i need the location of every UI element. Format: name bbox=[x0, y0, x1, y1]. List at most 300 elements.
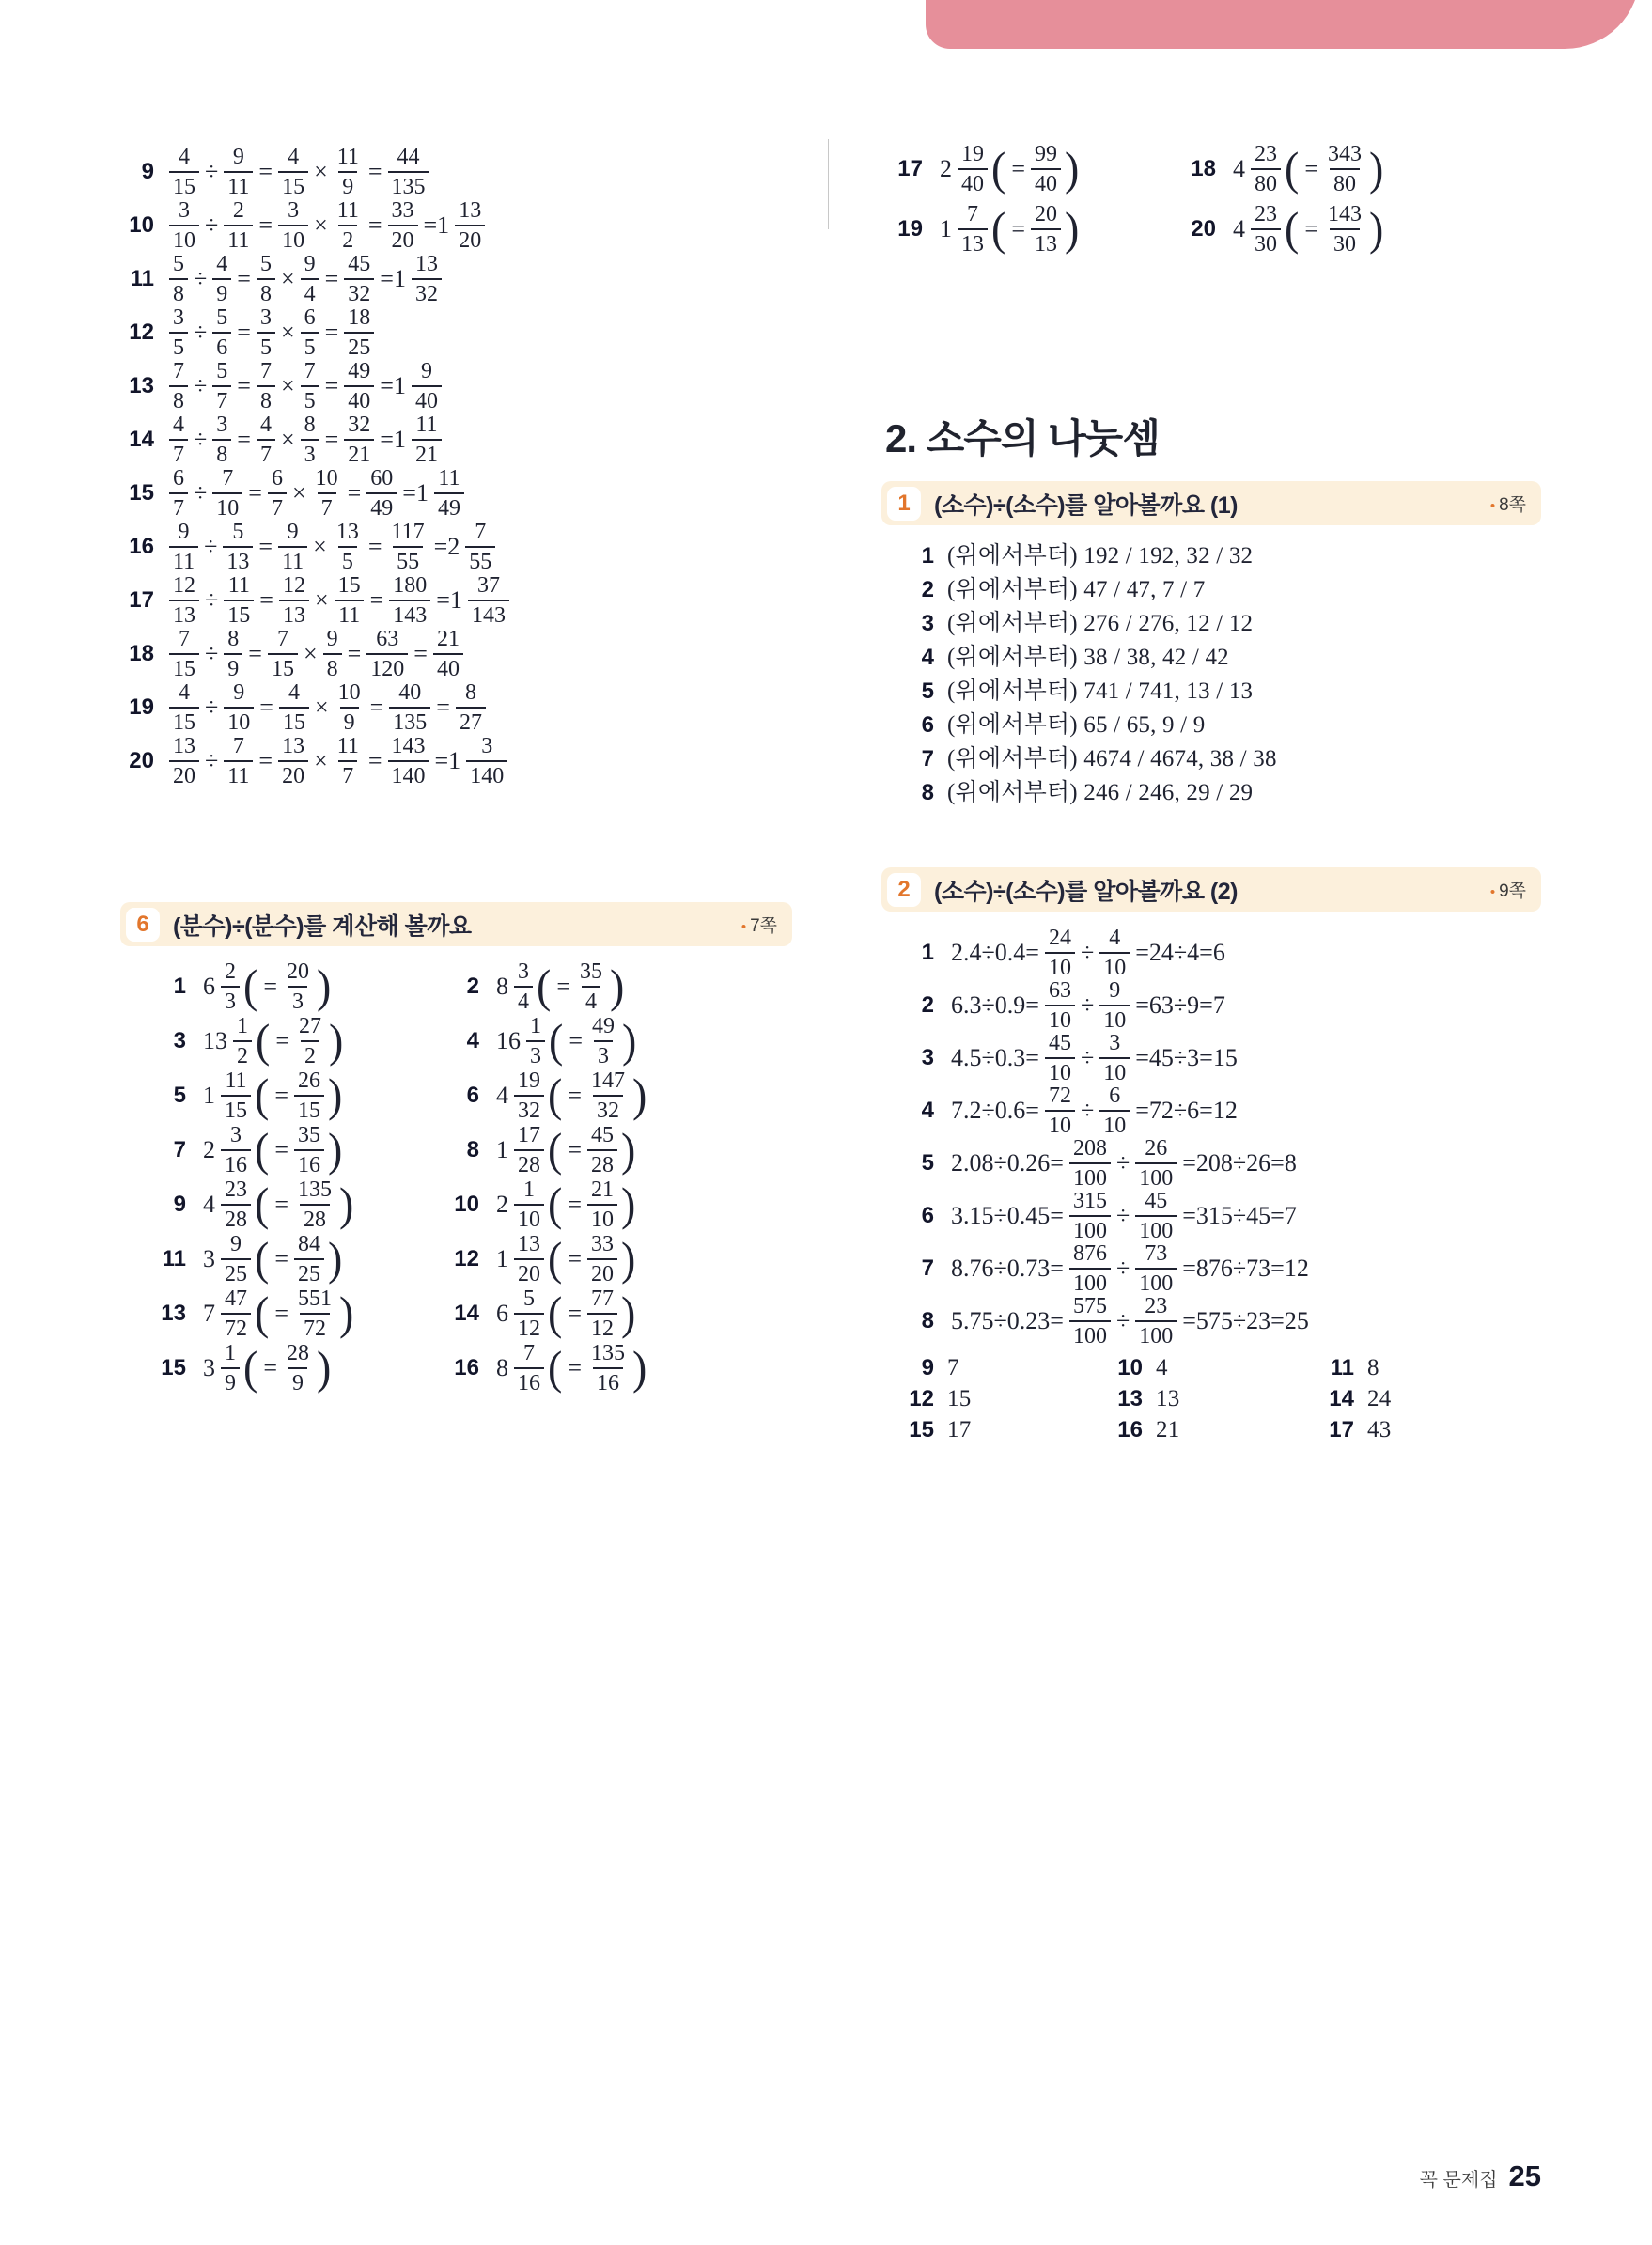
numerator: 24 bbox=[1048, 926, 1071, 950]
denominator: 100 bbox=[1135, 1320, 1177, 1348]
paren-close: ) bbox=[329, 1014, 344, 1067]
fraction bbox=[333, 521, 363, 573]
denominator: 20 bbox=[388, 225, 418, 252]
math-text: × bbox=[314, 210, 328, 239]
answer-item bbox=[900, 537, 1541, 570]
numerator: 3 bbox=[173, 304, 184, 330]
numerator: 33 bbox=[391, 197, 414, 223]
numerator: 7 bbox=[222, 465, 234, 491]
math-text: ÷ bbox=[194, 425, 208, 453]
math-text: ÷ bbox=[1080, 939, 1095, 966]
answer-item bbox=[120, 252, 792, 305]
fraction bbox=[514, 1233, 544, 1286]
math-text: =315÷45=7 bbox=[1182, 1202, 1297, 1229]
math-text: = bbox=[324, 264, 339, 292]
item-number: 17 bbox=[1329, 1417, 1354, 1442]
fraction bbox=[221, 1178, 251, 1231]
fraction bbox=[169, 628, 199, 680]
paren-close: ) bbox=[610, 959, 625, 1012]
math-text: = bbox=[258, 157, 273, 185]
denominator: 40 bbox=[344, 385, 374, 413]
item-answer bbox=[947, 927, 1229, 979]
denominator: 10 bbox=[1099, 952, 1130, 979]
fraction bbox=[301, 306, 319, 359]
fraction bbox=[366, 628, 408, 680]
numerator: 33 bbox=[591, 1232, 614, 1256]
fraction bbox=[587, 1342, 629, 1395]
paren-open: ( bbox=[243, 1341, 258, 1394]
denominator: 7 bbox=[268, 492, 287, 520]
paren-close: ) bbox=[1369, 142, 1384, 195]
item-answer: 4 bbox=[1156, 1355, 1168, 1380]
fraction bbox=[514, 1069, 544, 1122]
item-answer: (위에서부터) 276 / 276, 12 / 12 bbox=[947, 611, 1254, 636]
denominator: 100 bbox=[1135, 1215, 1177, 1242]
item-number: 3 bbox=[921, 1045, 934, 1070]
numerator: 9 bbox=[420, 358, 432, 383]
denominator: 10 bbox=[1099, 1005, 1130, 1032]
fraction bbox=[1099, 1084, 1130, 1137]
denominator: 13 bbox=[279, 600, 309, 627]
math-text: = bbox=[324, 371, 339, 399]
answer-item bbox=[900, 1295, 1541, 1348]
fraction bbox=[212, 253, 231, 305]
numerator: 49 bbox=[348, 358, 371, 383]
numerator: 11 bbox=[336, 144, 359, 169]
fraction bbox=[1135, 1190, 1177, 1242]
numerator: 73 bbox=[1145, 1241, 1168, 1266]
answer-item bbox=[900, 927, 1541, 979]
item-number: 6 bbox=[921, 1203, 934, 1228]
numerator: 8 bbox=[304, 412, 316, 437]
paren-open: ( bbox=[991, 202, 1006, 255]
fraction bbox=[335, 574, 365, 627]
answer-item bbox=[120, 573, 792, 627]
math-text: ÷ bbox=[205, 639, 219, 667]
numerator: 26 bbox=[1145, 1136, 1168, 1161]
math-text: × bbox=[280, 371, 295, 399]
item-answer: 8 bbox=[1367, 1355, 1379, 1380]
denominator: 40 bbox=[1031, 168, 1061, 195]
denominator: 13 bbox=[958, 228, 988, 256]
fraction bbox=[294, 1069, 324, 1122]
math-text: = bbox=[413, 639, 428, 667]
item-answer bbox=[1229, 143, 1385, 195]
fraction bbox=[169, 253, 188, 305]
denominator: 8 bbox=[212, 439, 231, 466]
math-text: 13 bbox=[203, 1027, 227, 1054]
fraction bbox=[278, 199, 308, 252]
item-answer bbox=[199, 1178, 355, 1231]
item-number: 8 bbox=[466, 1137, 479, 1162]
fraction bbox=[221, 1124, 251, 1177]
denominator: 143 bbox=[389, 600, 430, 627]
denominator: 21 bbox=[412, 439, 442, 466]
item-answer bbox=[492, 1124, 637, 1177]
paren-close: ) bbox=[622, 1014, 637, 1067]
item-number: 5 bbox=[921, 678, 934, 704]
math-text: = bbox=[258, 532, 273, 560]
numerator: 5 bbox=[259, 251, 272, 276]
numerator: 3 bbox=[216, 412, 228, 437]
numerator: 13 bbox=[459, 197, 482, 223]
fraction bbox=[294, 1178, 335, 1231]
denominator: 6 bbox=[212, 332, 231, 359]
denominator: 135 bbox=[388, 171, 429, 198]
math-text: = bbox=[568, 1191, 582, 1218]
fraction bbox=[389, 681, 430, 734]
numerator: 9 bbox=[326, 626, 338, 651]
item-answer: (위에서부터) 4674 / 4674, 38 / 38 bbox=[947, 746, 1277, 772]
denominator: 10 bbox=[1045, 1110, 1075, 1137]
math-text: × bbox=[313, 532, 327, 560]
fraction bbox=[169, 574, 199, 627]
fraction bbox=[587, 1233, 617, 1286]
numerator: 3 bbox=[259, 304, 272, 330]
fraction bbox=[1135, 1242, 1177, 1295]
math-text: 8 bbox=[496, 973, 508, 1000]
fraction bbox=[1324, 143, 1365, 195]
item-answer bbox=[199, 1069, 344, 1122]
denominator: 3 bbox=[221, 986, 240, 1013]
answer-item bbox=[445, 1341, 792, 1395]
denominator: 28 bbox=[300, 1204, 330, 1231]
fraction bbox=[294, 1233, 324, 1286]
math-text: 7 bbox=[203, 1300, 215, 1327]
numerator: 575 bbox=[1072, 1294, 1107, 1318]
item-answer bbox=[947, 1084, 1241, 1137]
fraction bbox=[294, 1287, 335, 1340]
numerator: 8 bbox=[227, 626, 240, 651]
fraction bbox=[334, 199, 363, 252]
math-text: 4 bbox=[1233, 215, 1245, 242]
item-number: 11 bbox=[130, 265, 154, 291]
answer-item bbox=[120, 734, 792, 787]
numerator: 13 bbox=[335, 519, 359, 544]
numerator: 5 bbox=[216, 304, 228, 330]
fraction bbox=[514, 1178, 544, 1231]
math-text: 2 bbox=[940, 155, 952, 182]
denominator: 8 bbox=[169, 385, 188, 413]
answer-item bbox=[1182, 199, 1541, 259]
item-number: 12 bbox=[129, 319, 154, 345]
numerator: 5 bbox=[523, 1286, 535, 1311]
item-answer bbox=[947, 1032, 1241, 1084]
fraction bbox=[1069, 1190, 1111, 1242]
math-text: = bbox=[259, 693, 273, 721]
numerator: 17 bbox=[518, 1123, 540, 1147]
fraction bbox=[212, 413, 231, 466]
answer-item bbox=[445, 1286, 792, 1341]
bullet-icon: • bbox=[740, 919, 747, 935]
numerator: 11 bbox=[438, 465, 460, 491]
paren-open: ( bbox=[1285, 142, 1300, 195]
item-answer bbox=[167, 521, 497, 573]
numerator: 40 bbox=[398, 679, 422, 705]
fraction bbox=[224, 681, 254, 734]
numerator: 6 bbox=[304, 304, 316, 330]
denominator: 16 bbox=[294, 1149, 324, 1177]
item-answer bbox=[492, 1287, 637, 1340]
denominator: 135 bbox=[389, 707, 430, 734]
numerator: 99 bbox=[1035, 142, 1057, 166]
answer-item bbox=[445, 1123, 792, 1177]
fraction bbox=[1031, 203, 1061, 256]
numerator: 9 bbox=[233, 679, 245, 705]
math-text: ÷ bbox=[205, 585, 219, 614]
denominator: 20 bbox=[587, 1258, 617, 1286]
denominator: 8 bbox=[169, 278, 188, 305]
item-number: 9 bbox=[921, 1355, 934, 1380]
numerator: 5 bbox=[232, 519, 244, 544]
math-text: 8.76÷0.73= bbox=[951, 1255, 1064, 1282]
answer-item bbox=[889, 199, 1182, 259]
denominator: 3 bbox=[526, 1040, 545, 1068]
fraction bbox=[1251, 203, 1281, 256]
denominator: 40 bbox=[958, 168, 988, 195]
numerator: 15 bbox=[337, 572, 361, 598]
paren-open: ( bbox=[255, 1177, 270, 1230]
answer-item bbox=[120, 305, 792, 359]
math-text: = bbox=[568, 1136, 582, 1163]
numerator: 26 bbox=[298, 1068, 320, 1093]
paren-close: ) bbox=[339, 1177, 354, 1230]
math-text: 4 bbox=[203, 1191, 215, 1218]
chapter-title: 2. 소수의 나눗셈 bbox=[885, 416, 1160, 460]
denominator: 20 bbox=[455, 225, 485, 252]
item-number: 18 bbox=[129, 640, 154, 666]
numerator: 28 bbox=[287, 1341, 309, 1365]
fraction bbox=[221, 1287, 251, 1340]
page-reference bbox=[1490, 491, 1526, 516]
fraction bbox=[257, 360, 275, 413]
item-answer bbox=[167, 253, 444, 305]
math-text: = bbox=[347, 639, 362, 667]
fraction bbox=[1069, 1295, 1111, 1348]
math-text: 6.3÷0.9= bbox=[951, 991, 1039, 1019]
denominator: 11 bbox=[224, 760, 253, 787]
item-number: 3 bbox=[921, 611, 934, 636]
math-text: 2.08÷0.26= bbox=[951, 1149, 1064, 1177]
paren-close: ) bbox=[1369, 202, 1384, 255]
math-text: =72÷6=12 bbox=[1135, 1097, 1238, 1124]
denominator: 20 bbox=[514, 1258, 544, 1286]
math-text: × bbox=[280, 264, 295, 292]
math-text: 1 bbox=[940, 215, 952, 242]
denominator: 10 bbox=[1045, 1005, 1075, 1032]
denominator: 16 bbox=[593, 1367, 623, 1395]
math-text: = bbox=[274, 1136, 288, 1163]
answer-item bbox=[900, 1386, 1109, 1415]
fraction bbox=[257, 306, 275, 359]
denominator: 15 bbox=[169, 707, 199, 734]
fraction bbox=[169, 413, 188, 466]
math-text: = bbox=[258, 746, 273, 774]
denominator: 120 bbox=[366, 653, 408, 680]
math-text: =45÷3=15 bbox=[1135, 1044, 1238, 1071]
denominator: 11 bbox=[169, 546, 198, 573]
math-text: =208÷26=8 bbox=[1182, 1149, 1297, 1177]
numerator: 10 bbox=[315, 465, 338, 491]
denominator: 9 bbox=[338, 171, 357, 198]
math-text: ÷ bbox=[1080, 1044, 1095, 1071]
item-answer bbox=[947, 1295, 1313, 1348]
denominator: 15 bbox=[268, 653, 298, 680]
item-answer bbox=[167, 413, 444, 466]
math-text: = bbox=[369, 693, 384, 721]
denominator: 2 bbox=[233, 1040, 252, 1068]
paren-open: ( bbox=[548, 1123, 563, 1176]
numerator: 135 bbox=[298, 1177, 332, 1202]
item-answer bbox=[199, 1233, 344, 1286]
numerator: 4 bbox=[288, 679, 300, 705]
denominator: 12 bbox=[514, 1313, 544, 1340]
math-text: = bbox=[237, 425, 251, 453]
header-decoration bbox=[926, 0, 1640, 49]
denominator: 30 bbox=[1330, 228, 1360, 256]
numerator: 143 bbox=[391, 733, 426, 758]
math-text: 6 bbox=[203, 973, 215, 1000]
mixed-number-answer-grid bbox=[881, 139, 1541, 259]
fraction bbox=[1099, 1032, 1130, 1084]
answer-item bbox=[152, 1123, 445, 1177]
denominator: 7 bbox=[318, 492, 336, 520]
answer-item bbox=[120, 680, 792, 734]
numerator: 10 bbox=[337, 679, 361, 705]
denominator: 25 bbox=[344, 332, 374, 359]
answer-item bbox=[1320, 1417, 1541, 1446]
item-number: 2 bbox=[921, 992, 934, 1018]
denominator: 9 bbox=[212, 278, 231, 305]
fraction bbox=[169, 735, 199, 787]
math-text: = bbox=[1304, 155, 1318, 182]
numerator: 1 bbox=[225, 1341, 236, 1365]
item-answer bbox=[199, 1015, 345, 1068]
math-text: = bbox=[436, 693, 450, 721]
item-answer bbox=[947, 1190, 1301, 1242]
item-number: 9 bbox=[141, 158, 154, 184]
item-answer bbox=[947, 1242, 1313, 1295]
fraction bbox=[283, 960, 313, 1013]
answer-item bbox=[445, 1177, 792, 1232]
item-number: 16 bbox=[129, 533, 154, 559]
denominator: 7 bbox=[212, 385, 231, 413]
fraction bbox=[1069, 1242, 1111, 1295]
math-text: 1 bbox=[203, 1082, 215, 1109]
numerator: 343 bbox=[1328, 142, 1362, 166]
item-number: 15 bbox=[129, 479, 154, 506]
math-text: ÷ bbox=[204, 532, 218, 560]
fraction bbox=[576, 960, 606, 1013]
answer-item bbox=[120, 466, 792, 520]
numerator: 3 bbox=[1109, 1031, 1121, 1055]
denominator: 9 bbox=[340, 707, 359, 734]
fraction bbox=[283, 1342, 313, 1395]
fraction bbox=[224, 628, 242, 680]
numerator: 7 bbox=[304, 358, 316, 383]
math-text: 3 bbox=[203, 1245, 215, 1272]
numerator: 21 bbox=[591, 1177, 614, 1202]
fraction bbox=[301, 253, 319, 305]
fraction bbox=[514, 1342, 544, 1395]
paren-open: ( bbox=[243, 959, 258, 1012]
answer-item bbox=[900, 1355, 1109, 1384]
answer-item bbox=[900, 1417, 1109, 1446]
paren-open: ( bbox=[255, 1286, 270, 1339]
fraction bbox=[389, 574, 430, 627]
answer-item bbox=[445, 1014, 792, 1068]
paren-open: ( bbox=[1285, 202, 1300, 255]
math-text: = bbox=[347, 478, 362, 507]
answer-item bbox=[120, 359, 792, 413]
math-text: 7.2÷0.6= bbox=[951, 1097, 1039, 1124]
bullet-icon: • bbox=[1489, 498, 1496, 514]
denominator: 5 bbox=[301, 385, 319, 413]
denominator: 72 bbox=[300, 1313, 330, 1340]
section-2-header bbox=[881, 867, 1541, 912]
denominator: 55 bbox=[465, 546, 495, 573]
math-text: 2.4÷0.4= bbox=[951, 939, 1039, 966]
item-number: 12 bbox=[909, 1386, 934, 1411]
item-number: 17 bbox=[129, 586, 154, 613]
numerator: 4 bbox=[216, 251, 228, 276]
math-text: = bbox=[263, 973, 277, 1000]
fraction bbox=[224, 574, 254, 627]
fraction bbox=[587, 1287, 617, 1340]
item-answer: 13 bbox=[1156, 1386, 1180, 1411]
answer-item bbox=[152, 1068, 445, 1123]
numerator: 1 bbox=[237, 1014, 248, 1038]
page-footer bbox=[1420, 2159, 1541, 2193]
denominator: 3 bbox=[288, 986, 307, 1013]
math-text: × bbox=[314, 746, 328, 774]
math-text: 4.5÷0.3= bbox=[951, 1044, 1039, 1071]
denominator: 8 bbox=[257, 385, 275, 413]
denominator: 15 bbox=[279, 707, 309, 734]
denominator: 7 bbox=[169, 439, 188, 466]
answer-item bbox=[1109, 1417, 1320, 1446]
fraction bbox=[1045, 1084, 1075, 1137]
math-text: ÷ bbox=[1080, 1097, 1095, 1124]
page-number: 25 bbox=[1508, 2159, 1541, 2192]
item-answer bbox=[199, 1342, 333, 1395]
fraction bbox=[212, 467, 242, 520]
item-number: 2 bbox=[921, 577, 934, 602]
item-number: 14 bbox=[1329, 1386, 1354, 1411]
math-text: × bbox=[280, 425, 295, 453]
fraction bbox=[221, 960, 240, 1013]
item-number: 12 bbox=[454, 1246, 479, 1271]
fraction bbox=[455, 199, 485, 252]
item-answer bbox=[492, 1069, 648, 1122]
denominator: 49 bbox=[434, 492, 464, 520]
math-text: =1 bbox=[434, 746, 461, 774]
paren-open: ( bbox=[548, 1341, 563, 1394]
item-answer bbox=[167, 306, 376, 359]
denominator: 100 bbox=[1069, 1215, 1111, 1242]
denominator: 10 bbox=[212, 492, 242, 520]
math-text: = bbox=[369, 585, 384, 614]
math-text: 2 bbox=[203, 1136, 215, 1163]
math-text: =1 bbox=[380, 371, 406, 399]
math-text: = bbox=[274, 1300, 288, 1327]
paren-open: ( bbox=[256, 1014, 271, 1067]
item-answer bbox=[492, 1342, 648, 1395]
fraction bbox=[278, 735, 308, 787]
fraction bbox=[221, 1342, 240, 1395]
denominator: 30 bbox=[1251, 228, 1281, 256]
denominator: 2 bbox=[301, 1040, 319, 1068]
